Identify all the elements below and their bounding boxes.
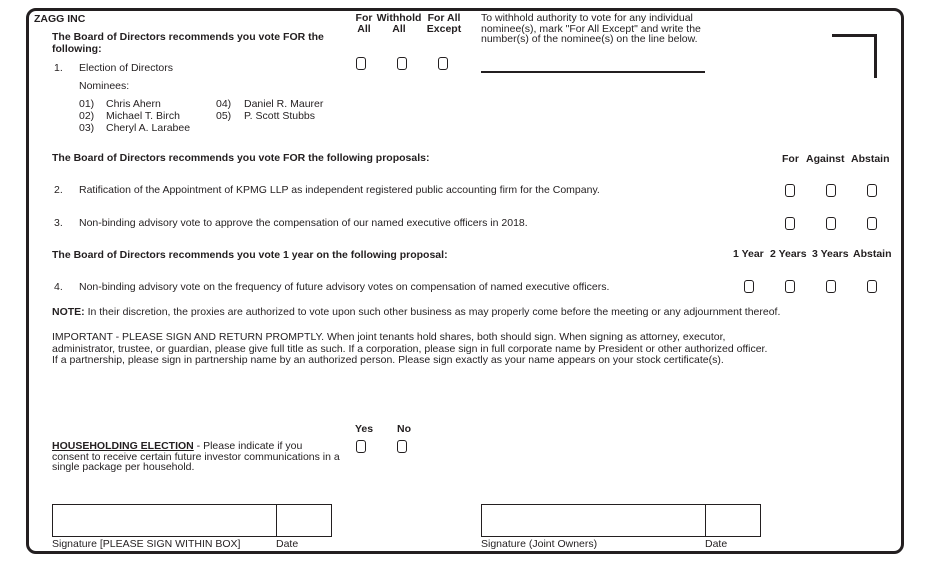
signature-date-divider [276, 505, 277, 536]
date-label: Date [705, 538, 728, 550]
item-number: 2. [54, 184, 63, 196]
householding-no-checkbox[interactable] [397, 440, 407, 453]
householding-title: HOUSEHOLDING ELECTION [52, 440, 194, 452]
note [52, 306, 780, 318]
note-label: NOTE: [52, 306, 85, 318]
nominee-name: Daniel R. Maurer [244, 98, 324, 110]
signature-box[interactable] [52, 504, 332, 537]
householding-text: - Please indicate if you consent to receive certain future investor communications in a single package per household. [52, 440, 340, 473]
col-3-years: 3 Years [812, 248, 849, 260]
col-for-all: For All [355, 12, 373, 35]
date-label: Date [276, 538, 299, 550]
item-1-number: 1. [54, 62, 63, 74]
nominee-num: 02) [79, 110, 95, 122]
item-text: Non-binding advisory vote to approve the compensation of our named executive officers in 2018. [79, 217, 528, 229]
signature-label: Signature [PLEASE SIGN WITHIN BOX] [52, 538, 241, 550]
nominee-number-line[interactable] [481, 71, 705, 73]
col-against: Against [806, 153, 845, 165]
important-text: IMPORTANT - PLEASE SIGN AND RETURN PROMPTLY. When joint tenants hold shares, both should sign. When signing as attorney, executor, administrator, trustee, or guardian, please give full title as such. If a corporation, please sign in full corporate name by President or other authorized officer. If a partnership, please sign in partnership name by an authorized person. Please sign exactly as your name appears on your stock certificate(s). [52, 331, 768, 366]
col-withhold-all: Withhold All [376, 12, 422, 35]
nominee-name: Cheryl A. Larabee [106, 122, 191, 134]
proposal-3-against-checkbox[interactable] [826, 217, 836, 230]
election-heading: The Board of Directors recommends you vote FOR the following: [52, 31, 324, 55]
for-all-checkbox[interactable] [356, 57, 366, 70]
col-abstain: Abstain [853, 248, 892, 260]
item-text: Ratification of the Appointment of KPMG LLP as independent registered public accounting firm for the Company. [79, 184, 600, 196]
col-no: No [397, 423, 411, 435]
nominee-num: 03) [79, 122, 95, 134]
proposal-2-abstain-checkbox[interactable] [867, 184, 877, 197]
nominee-name: Michael T. Birch [106, 110, 180, 122]
frequency-abstain-checkbox[interactable] [867, 280, 877, 293]
nominee-num: 04) [216, 98, 232, 110]
nominee-num: 05) [216, 110, 232, 122]
for-all-except-checkbox[interactable] [438, 57, 448, 70]
col-for: For [782, 153, 799, 165]
item-number: 4. [54, 281, 63, 293]
frequency-2-years-checkbox[interactable] [785, 280, 795, 293]
col-1-year: 1 Year [733, 248, 764, 260]
proposal-3-abstain-checkbox[interactable] [867, 217, 877, 230]
withhold-all-checkbox[interactable] [397, 57, 407, 70]
proposals-heading: The Board of Directors recommends you vote FOR the following proposals: [52, 152, 430, 164]
householding [52, 441, 342, 473]
corner-mark-vertical [874, 34, 877, 78]
company-name: ZAGG INC [34, 13, 86, 25]
signature-date-divider [705, 505, 706, 536]
item-number: 3. [54, 217, 63, 229]
nominee-name: P. Scott Stubbs [244, 110, 316, 122]
item-1-label: Election of Directors [79, 62, 173, 74]
note-text: In their discretion, the proxies are authorized to vote upon such other business as may properly come before the meeting or any adjournment thereof. [84, 306, 781, 318]
proposal-2-for-checkbox[interactable] [785, 184, 795, 197]
col-yes: Yes [355, 423, 374, 435]
frequency-heading: The Board of Directors recommends you vote 1 year on the following proposal: [52, 249, 448, 261]
nominee-num: 01) [79, 98, 95, 110]
col-for-all-except: For All Except [426, 12, 462, 35]
withhold-instruction: To withhold authority to vote for any individual nominee(s), mark "For All Except" and write the number(s) of the nominee(s) on the line below. [481, 12, 701, 45]
householding-yes-checkbox[interactable] [356, 440, 366, 453]
proposal-3-for-checkbox[interactable] [785, 217, 795, 230]
item-text: Non-binding advisory vote on the frequency of future advisory votes on compensation of named executive officers. [79, 281, 610, 293]
corner-mark-horizontal [832, 34, 877, 37]
joint-signature-box[interactable] [481, 504, 761, 537]
nominees-label: Nominees: [79, 80, 130, 92]
col-abstain: Abstain [851, 153, 890, 165]
col-2-years: 2 Years [770, 248, 807, 260]
proposal-2-against-checkbox[interactable] [826, 184, 836, 197]
frequency-1-year-checkbox[interactable] [744, 280, 754, 293]
frequency-3-years-checkbox[interactable] [826, 280, 836, 293]
nominee-name: Chris Ahern [106, 98, 161, 110]
joint-signature-label: Signature (Joint Owners) [481, 538, 598, 550]
